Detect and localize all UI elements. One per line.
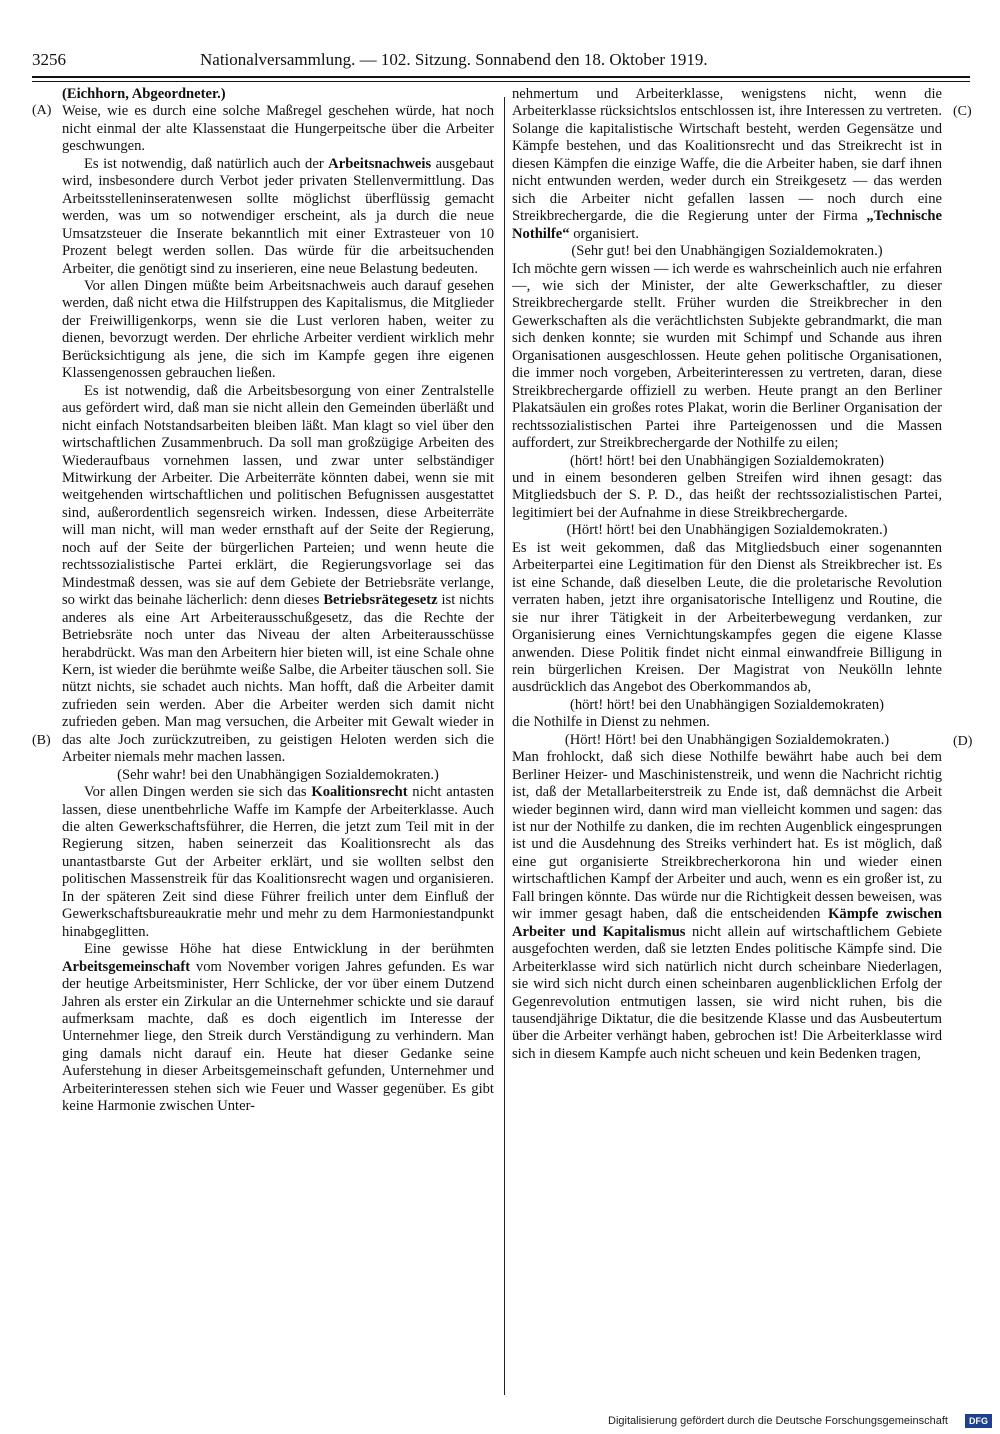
dfg-logo: DFG (965, 1414, 992, 1428)
interjection: (hört! hört! bei den Unabhängigen Sozialdemokraten) (569, 696, 885, 713)
interjection: (hört! hört! bei den Unabhängigen Sozialdemokraten) (569, 452, 885, 469)
paragraph: Vor allen Dingen müßte beim Arbeitsnachweis auch darauf gesehen werden, daß nicht etwa die Hilfstruppen des Kapitalismus, die Mitglieder der Freiwilligenkorps, wenn sie die Lust verloren haben, weiter zu dienen, bevorzugt werden. Der ehrliche Arbeiter verdient wirklich mehr Berücksichtigung als jene, die sich im Kampfe gegen ihre eigenen Klassengenossen gebrauchen ließen. (62, 277, 494, 382)
emphasis: Betriebsrätegesetz (323, 592, 438, 609)
margin-marker-c: (C) (953, 104, 972, 119)
paragraph: Man frohlockt, daß sich diese Nothilfe bewährt habe auch bei dem Berliner Heizer- und Maschinistenstreik, und wenn die Nachricht richtig ist, daß der Metallarbeiterstreik zu Ende ist, daß demnächst die Arbeit wieder beginnen wird, dann wird man vielleicht kommen und sagen: das ist nur der Nothilfe zu danken, die im rechten Augenblick eingesprungen ist und die Ausdehnung des Streiks verhindert hat. Es ist möglich, daß eine gut organisierte Streikbrecherkorona hin und wieder einen wirtschaftlichen Kampf der Arbeiter und auch, wenn es ein großer ist, zu Fall bringen könnte. Das würde nur die Richtigkeit dessen beweisen, was wir immer gesagt haben, daß die entscheidenden Kämpfe zwischen Arbeiter und Kapitalismus nicht allein auf wirtschaftlichem Gebiete ausgefochten werden, daß sie letzten Endes politische Kämpfe sind. Die Arbeiterklasse wird sich natürlich nicht durch scheinbare Niederlagen, sie wird sich nicht durch einen scheinbaren augenblicklichen Erfolg der Gegenrevolution entmutigen lassen, sie wird nicht ruhen, bis die tausendjährige Diktatur, die die besitzende Klasse und das Ausbeutertum über die Arbeiter verhängt haben, gebrochen ist! Die Arbeiterklasse wird sich in diesem Kampfe auch nicht scheuen und kein Bedenken tragen, (512, 749, 942, 1062)
emphasis: Arbeitsnachweis (328, 155, 432, 172)
header-rule-thin (32, 81, 970, 82)
paragraph: Weise, wie es durch eine solche Maßregel geschehen würde, hat noch nicht einmal der alte Klassenstaat die Hungerpeitsche über die Arbeiter geschwungen. (62, 103, 494, 155)
paragraph: nehmertum und Arbeiterklasse, wenigstens nicht, wenn die Arbeiterklasse rücksichtslos entschlossen ist, ihre Interessen zu vertreten. Solange die kapitalistische Wirtschaft besteht, werden Gegensätze und Kämpfe bestehen, und das Koalitionsrecht und das Streikrecht ist in diesen Kämpfen die einzige Waffe, die die Arbeiter haben, sie darf ihnen nicht entwunden werden, weder durch ein Streikgesetz — das werden sich die Arbeiter nicht gefallen lassen — noch durch eine Streikbrechergarde, die die Regierung unter der Firma „Technische Nothilfe“ organisiert. (512, 86, 942, 242)
left-column (62, 86, 494, 1116)
margin-marker-b: (B) (32, 733, 51, 748)
paragraph: Eine gewisse Höhe hat diese Entwicklung in der berühmten Arbeitsgemeinschaft vom November vorigen Jahres gefunden. Es war der heutige Arbeitsminister, Herr Schlicke, der vor über einem Dutzend Jahren als erster ein Zirkular an die Unternehmer schickte und sie darauf aufmerksam machte, daß es doch eigentlich im Interesse der Unternehmer liege, den Streik durch Verständigung zu verhindern. Man ging damals nicht darauf ein. Heute hat dieser Gedanke seine Auferstehung in dieser Arbeitsgemeinschaft gefunden, Unternehmer und Arbeiterinteressen stehen sich wie Feuer und Wasser gegenüber. Es gibt keine Harmonie zwischen Unter- (62, 941, 494, 1115)
margin-marker-a: (A) (32, 103, 52, 118)
interjection: (Hört! hört! bei den Unabhängigen Sozialdemokraten.) (566, 522, 888, 539)
interjection: (Sehr gut! bei den Unabhängigen Sozialdemokraten.) (571, 243, 883, 260)
paragraph: Es ist notwendig, daß natürlich auch der Arbeitsnachweis ausgebaut wird, insbesondere durch Verbot jeder privaten Stellenvermittlung. Das Arbeitsstelleninseratenwesen sollte möglichst überflüssig gemacht werden, was um so notwendiger erscheint, als ja durch die neue Umsatzsteuer die Inserate bekanntlich mit einer Extrasteuer von 10 Prozent belegt werden sollen. Das würde für die arbeitsuchenden Arbeiter, die genötigt sind zu inserieren, eine neue Belastung bedeuten. (62, 155, 494, 277)
right-column (512, 86, 942, 1063)
page-number: 3256 (32, 50, 66, 69)
emphasis: Koalitionsrecht (311, 784, 408, 801)
emphasis: „Technische Nothilfe“ (512, 208, 942, 242)
header-rule-thick (32, 76, 970, 78)
column-divider (504, 97, 505, 1395)
interjection: (Sehr wahr! bei den Unabhängigen Sozialdemokraten.) (117, 766, 439, 783)
paragraph: die Nothilfe in Dienst zu nehmen. (512, 714, 710, 731)
speaker-label: (Eichhorn, Abgeordneter.) (62, 86, 226, 102)
emphasis: Kämpfe zwischen Arbeiter und Kapitalismus (512, 906, 942, 940)
paragraph: Vor allen Dingen werden sie sich das Koalitionsrecht nicht antasten lassen, diese unentbehrliche Waffe im Kampfe der Arbeiterklasse. Auch die alten Gewerkschaftsführer, die Herren, die jetzt zum Teil mit in der Regierung sitzen, haben seinerzeit das Koalitionsrecht als das unantastbarste Gut der Arbeiter erklärt, und sie wollten selbst den politischen Massenstreik für das Koalitionsrecht wagen und organisieren. In der späteren Zeit sind diese Führer freilich unter dem Einfluß der Gewerkschaftsbureaukratie mehr und mehr zu dem Harmoniestandpunkt hinabgeglitten. (62, 784, 495, 940)
running-header (32, 50, 970, 76)
paragraph: Ich möchte gern wissen — ich werde es wahrscheinlich auch nie erfahren —, wie sich der Minister, der alte Gewerkschaftler, zu dieser Streikbrechergarde stellt. Früher wurden die Streikbrecher in den Gewerkschaften als die verächtlichsten Subjekte gebrandmarkt, die man sich denken konnte; sie wurden mit Schimpf und Schande aus ihren Organisationen ausgeschlossen. Heute gehen politische Organisationen, die immer noch vorgeben, Arbeiterinteressen zu vertreten, daran, diese Streikbrechergarde offiziell zu werben. Heute prangt an den Berliner Plakatsäulen ein großes rotes Plakat, worin die Berliner Organisation der rechtssozialistischen Partei ihre Parteigenossen und die Massen auffordert, zur Streikbrechergarde der Nothilfe zu eilen; (512, 260, 942, 452)
header-title: Nationalversammlung. — 102. Sitzung. Sonnabend den 18. Oktober 1919. (200, 50, 708, 69)
paragraph: Es ist notwendig, daß die Arbeitsbesorgung von einer Zentralstelle aus gefördert wird, daß man sie nicht allein den Gemeinden überläßt und nicht einfach Notstandsarbeiten bleiben läßt. Man klagt so viel über den wirtschaftlichen Zusammenbruch. Da soll man großzügige Arbeiten des Wiederaufbaus vornehmen lassen, und zwar unter selbständiger Mitwirkung der Arbeiter. Die Arbeiterräte könnten dabei, wenn sie mit weitgehenden wirtschaftlichen und politischen Befugnissen ausgestattet sind, außerordentlich segensreich wirken. Indessen, diese Arbeiterräte will man nicht, will man weder ernsthaft auf der Seite der Regierung, noch auf der Seite der bürgerlichen Parteien; und wenn heute die rechtssozialistische Partei erklärt, die Regierungsvorlage sei das Mindestmaß dessen, was sie auf dem Gebiete der Betriebsräte verlange, so wirkt das beinahe lächerlich: denn dieses Betriebsrätegesetz ist nichts anderes als eine Art Arbeiterausschußgesetz, das die Rechte der Betriebsräte noch unter das Niveau der alten Arbeiterausschüsse herabdrückt. Was man den Arbeitern hier bieten will, ist eine Schale ohne Kern, ist wieder die berühmte weiße Salbe, die Arbeiter täuschen soll. Sie nützt nichts, sie schadet auch nichts. Man hofft, daß die Arbeiter damit zufrieden sein werden. Aber die Arbeiter werden sich damit nicht zufrieden geben. Man mag versuchen, die Arbeiter mit Gewalt wieder in das alte Joch zurückzutreiben, zu geistigen Heloten werden sich die Arbeiter niemals mehr machen lassen. (62, 382, 494, 766)
digitization-footer (608, 1414, 988, 1430)
paragraph: Es ist weit gekommen, daß das Mitgliedsbuch einer sogenannten Arbeiterpartei eine Legitimation für den Dienst als Streikbrecher ist. Es ist eine Schande, daß dieselben Leute, die die proletarische Revolution verraten haben, jetzt ihre organisatorische Intelligenz und Routine, die sie nur ihrer Tätigkeit in der Arbeiterbewegung verdanken, zur Organisierung eines Vernichtungskampfes gegen die eigene Klasse anwenden. Diese Politik findet nicht einmal einwandfreie Billigung in rein bürgerlichen Kreisen. Der Magistrat von Neukölln lehnte ausdrücklich das Angebot des Oberkommandos ab, (512, 539, 942, 696)
emphasis: Arbeitsgemeinschaft (62, 958, 191, 975)
interjection: (Hört! Hört! bei den Unabhängigen Sozialdemokraten.) (564, 731, 890, 748)
paragraph: und in einem besonderen gelben Streifen wird ihnen gesagt: das Mitgliedsbuch der S. P. D., das heißt der rechtssozialistischen Partei, legitimiert bei der Aufnahme in diese Streikbrechergarde. (512, 469, 942, 521)
funding-credit: Digitalisierung gefördert durch die Deutsche Forschungsgemeinschaft (608, 1415, 948, 1427)
margin-marker-d: (D) (953, 734, 973, 749)
